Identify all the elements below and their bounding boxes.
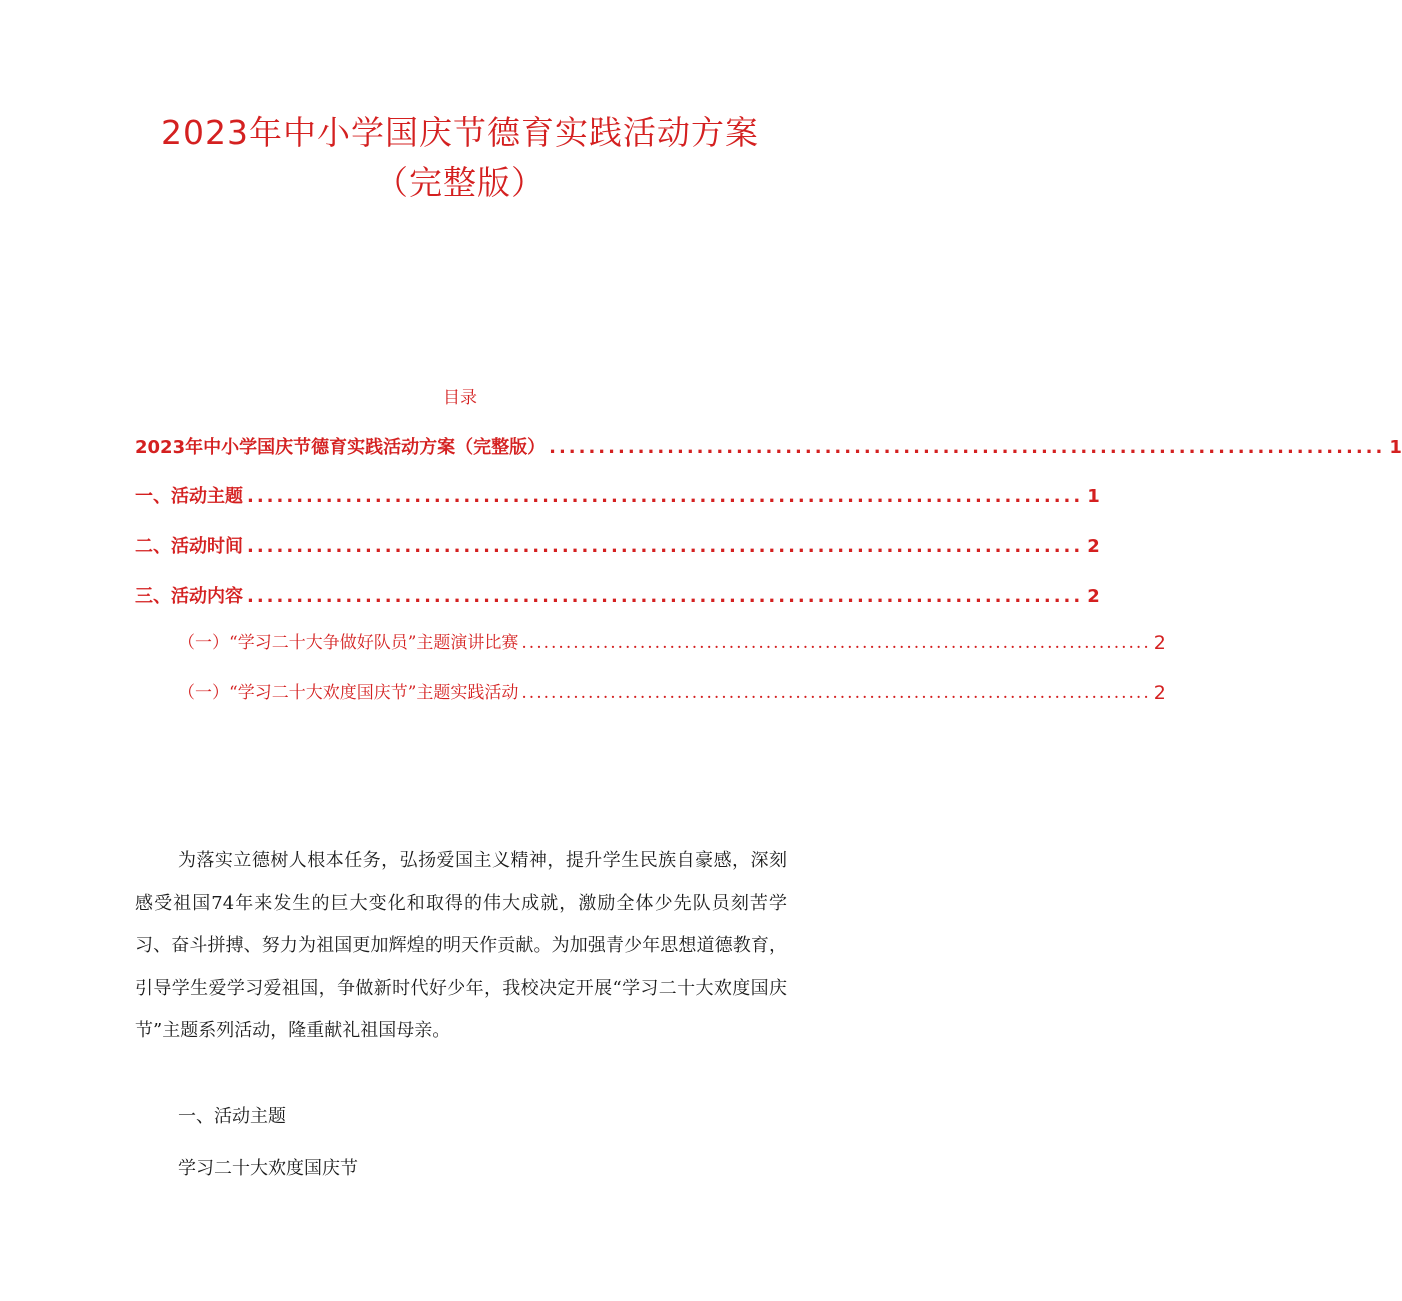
toc-sub-label-part2: 欢度国庆节”主题实践活动 <box>322 683 519 703</box>
toc-sub-page: 2 <box>1153 682 1166 704</box>
toc-entry[interactable] <box>135 532 1100 560</box>
toc-sub-label-part1: “学习二十大 <box>229 633 323 653</box>
toc-sub-entry[interactable] <box>178 628 1166 656</box>
toc-sub-number: （一） <box>178 633 229 653</box>
toc-sub-entry[interactable] <box>178 678 1166 706</box>
toc-sub-label-part2: 争做好队员”主题演讲比赛 <box>322 633 519 653</box>
toc-entry[interactable] <box>135 482 1100 510</box>
toc-entry-page: 2 <box>1087 586 1100 607</box>
toc-entry-label: 二、活动时间 <box>135 536 243 557</box>
toc-entry-label: 2023年中小学国庆节德育实践活动方案（完整版） <box>135 437 546 458</box>
section-text: 学习二十大欢度国庆节 <box>178 1158 358 1179</box>
document-title-line1: 2023年中小学国庆节德育实践活动方案 <box>161 113 759 152</box>
document-title-line2: （完整版） <box>375 163 545 202</box>
toc-heading: 目录 <box>443 388 477 408</box>
toc-entry-label: 一、活动主题 <box>135 486 243 507</box>
toc-entry[interactable] <box>135 433 1402 461</box>
toc-leader: ..................................................................................... <box>549 437 1386 458</box>
toc-sub-page: 2 <box>1153 632 1166 654</box>
toc-leader: ..................................................................................... <box>247 486 1084 507</box>
toc-sub-number: （一） <box>178 683 229 703</box>
toc-entry-page: 1 <box>1087 486 1100 507</box>
toc-leader: ..................................................................................... <box>247 536 1084 557</box>
section-heading: 一、活动主题 <box>178 1106 286 1127</box>
toc-leader: ..................................................................................... <box>521 633 1151 653</box>
toc-leader: ..................................................................................... <box>247 586 1084 607</box>
toc-entry-label: 三、活动内容 <box>135 586 243 607</box>
toc-entry[interactable] <box>135 582 1100 610</box>
toc-leader: ..................................................................................... <box>521 683 1151 703</box>
toc-sub-label-part1: “学习二十大 <box>229 683 323 703</box>
toc-entry-page: 2 <box>1087 536 1100 557</box>
toc-entry-page: 1 <box>1389 437 1402 458</box>
intro-paragraph: 为落实立德树人根本任务，弘扬爱国主义精神，提升学生民族自豪感，深刻感受祖国74年来发生的巨大变化和取得的伟大成就，激励全体少先队员刻苦学习、奋斗拼搏、努力为祖国更加辉煌的明天作贡献。为加强青少年思想道德教育，引导学生爱学习爱祖国，争做新时代好少年，我校决定开展“学习二十大欢度国庆节”主题系列活动，隆重献礼祖国母亲。 <box>135 850 787 1041</box>
